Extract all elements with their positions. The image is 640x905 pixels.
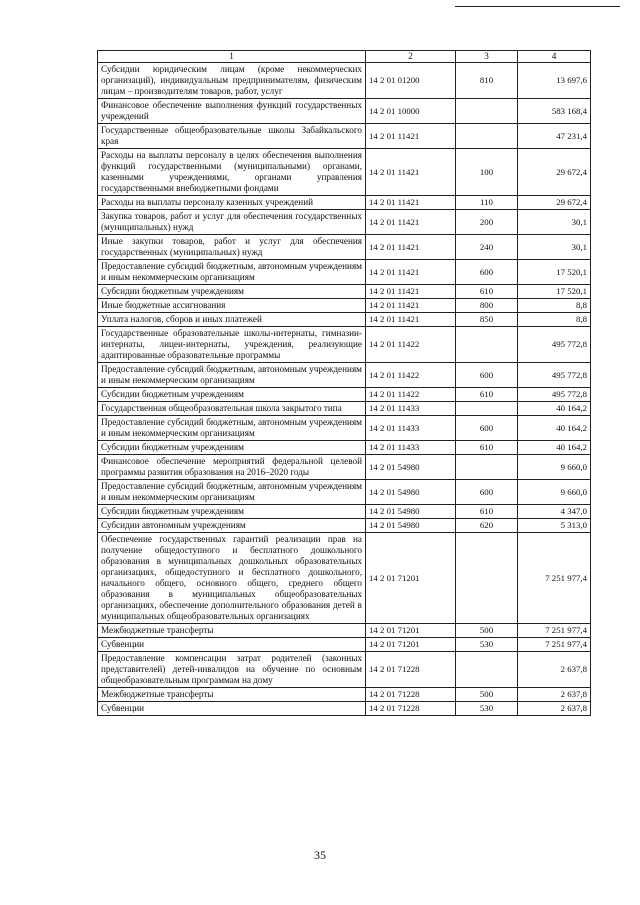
table-row <box>98 388 591 402</box>
table-row <box>98 196 591 210</box>
column-header-4: 4 <box>518 51 591 63</box>
row-name-cell: Уплата налогов, сборов и иных платежей <box>98 313 366 327</box>
row-amount-cell: 495 772,8 <box>518 363 591 388</box>
row-amount-cell: 40 164,2 <box>518 441 591 455</box>
row-name-cell: Межбюджетные трансферты <box>98 624 366 638</box>
table-body <box>98 63 591 716</box>
row-amount-cell: 13 697,6 <box>518 63 591 99</box>
row-code-cell: 14 2 01 11421 <box>366 235 456 260</box>
row-amount-cell: 29 672,4 <box>518 196 591 210</box>
row-code-cell: 14 2 01 11421 <box>366 149 456 196</box>
row-expense-type-cell <box>456 402 518 416</box>
table-row <box>98 638 591 652</box>
row-expense-type-cell: 610 <box>456 388 518 402</box>
row-name-cell: Закупка товаров, работ и услуг для обеспечения государственных (муниципальных) нужд <box>98 210 366 235</box>
row-name-cell: Иные бюджетные ассигнования <box>98 299 366 313</box>
row-name-cell: Субсидии бюджетным учреждениям <box>98 505 366 519</box>
table-row <box>98 327 591 363</box>
row-amount-cell: 30,1 <box>518 210 591 235</box>
table-row <box>98 99 591 124</box>
row-name-cell: Субсидии бюджетным учреждениям <box>98 388 366 402</box>
row-code-cell: 14 2 01 11433 <box>366 402 456 416</box>
row-amount-cell: 30,1 <box>518 235 591 260</box>
row-code-cell: 14 2 01 11421 <box>366 285 456 299</box>
row-expense-type-cell: 530 <box>456 638 518 652</box>
row-name-cell: Государственные образовательные школы-интернаты, гимназии-интернаты, лицеи-интернаты, учреждения, реализующие адаптированные образовательные программы <box>98 327 366 363</box>
row-amount-cell: 9 660,0 <box>518 455 591 480</box>
table-row <box>98 533 591 624</box>
row-expense-type-cell: 850 <box>456 313 518 327</box>
table-row <box>98 63 591 99</box>
row-code-cell: 14 2 01 11422 <box>366 327 456 363</box>
row-amount-cell: 47 231,4 <box>518 124 591 149</box>
row-name-cell: Расходы на выплаты персоналу в целях обеспечения выполнения функций государственными (муниципальными) органами, казенными учреждениями, органами управления государственными внебюджетными фондами <box>98 149 366 196</box>
row-expense-type-cell: 800 <box>456 299 518 313</box>
row-name-cell: Финансовое обеспечение выполнения функций государственных учреждений <box>98 99 366 124</box>
row-expense-type-cell <box>456 99 518 124</box>
table-row <box>98 313 591 327</box>
row-name-cell: Межбюджетные трансферты <box>98 688 366 702</box>
row-code-cell: 14 2 01 11421 <box>366 196 456 210</box>
row-name-cell: Субвенции <box>98 702 366 716</box>
table-row <box>98 363 591 388</box>
row-amount-cell: 5 313,0 <box>518 519 591 533</box>
row-name-cell: Государственная общеобразовательная школа закрытого типа <box>98 402 366 416</box>
row-amount-cell: 7 251 977,4 <box>518 624 591 638</box>
row-code-cell: 14 2 01 01200 <box>366 63 456 99</box>
row-expense-type-cell: 610 <box>456 505 518 519</box>
page-number: 35 <box>314 848 326 862</box>
row-expense-type-cell <box>456 652 518 688</box>
table-row <box>98 441 591 455</box>
row-amount-cell: 2 637,8 <box>518 652 591 688</box>
row-code-cell: 14 2 01 71201 <box>366 533 456 624</box>
row-amount-cell: 8,8 <box>518 313 591 327</box>
row-name-cell: Предоставление субсидий бюджетным, автономным учреждениям и иным некоммерческим организациям <box>98 480 366 505</box>
row-expense-type-cell <box>456 455 518 480</box>
row-code-cell: 14 2 01 11422 <box>366 363 456 388</box>
row-expense-type-cell <box>456 533 518 624</box>
row-code-cell: 14 2 01 11421 <box>366 260 456 285</box>
row-amount-cell: 4 347,0 <box>518 505 591 519</box>
table-row <box>98 402 591 416</box>
row-code-cell: 14 2 01 54980 <box>366 480 456 505</box>
row-expense-type-cell: 100 <box>456 149 518 196</box>
row-name-cell: Субсидии юридическим лицам (кроме некоммерческих организаций), индивидуальным предпринимателям, физическим лицам – производителям товаров, работ, услуг <box>98 63 366 99</box>
row-code-cell: 14 2 01 10000 <box>366 99 456 124</box>
row-name-cell: Финансовое обеспечение мероприятий федеральной целевой программы развития образования на 2016–2020 годы <box>98 455 366 480</box>
row-code-cell: 14 2 01 71201 <box>366 638 456 652</box>
row-expense-type-cell: 240 <box>456 235 518 260</box>
row-code-cell: 14 2 01 11421 <box>366 210 456 235</box>
row-name-cell: Предоставление субсидий бюджетным, автономным учреждениям и иным некоммерческим организациям <box>98 260 366 285</box>
top-rule <box>455 6 620 7</box>
row-expense-type-cell: 500 <box>456 688 518 702</box>
row-expense-type-cell <box>456 327 518 363</box>
row-expense-type-cell: 620 <box>456 519 518 533</box>
table-row <box>98 124 591 149</box>
row-code-cell: 14 2 01 11421 <box>366 124 456 149</box>
row-amount-cell: 9 660,0 <box>518 480 591 505</box>
row-name-cell: Иные закупки товаров, работ и услуг для обеспечения государственных (муниципальных) нужд <box>98 235 366 260</box>
column-header-1: 1 <box>98 51 366 63</box>
table-row <box>98 519 591 533</box>
table-row <box>98 688 591 702</box>
column-header-2: 2 <box>366 51 456 63</box>
budget-table <box>97 50 591 716</box>
row-code-cell: 14 2 01 54980 <box>366 455 456 480</box>
table-row <box>98 505 591 519</box>
row-name-cell: Субсидии бюджетным учреждениям <box>98 285 366 299</box>
column-header-3: 3 <box>456 51 518 63</box>
row-code-cell: 14 2 01 54980 <box>366 519 456 533</box>
row-expense-type-cell: 600 <box>456 416 518 441</box>
row-code-cell: 14 2 01 54980 <box>366 505 456 519</box>
row-name-cell: Субсидии бюджетным учреждениям <box>98 441 366 455</box>
row-amount-cell: 495 772,8 <box>518 327 591 363</box>
row-code-cell: 14 2 01 71228 <box>366 652 456 688</box>
row-expense-type-cell <box>456 124 518 149</box>
row-amount-cell: 583 168,4 <box>518 99 591 124</box>
row-expense-type-cell: 600 <box>456 480 518 505</box>
row-expense-type-cell: 530 <box>456 702 518 716</box>
table-row <box>98 480 591 505</box>
row-amount-cell: 40 164,2 <box>518 416 591 441</box>
row-name-cell: Предоставление субсидий бюджетным, автономным учреждениям и иным некоммерческим организациям <box>98 363 366 388</box>
row-name-cell: Субвенции <box>98 638 366 652</box>
row-amount-cell: 17 520,1 <box>518 260 591 285</box>
table-row <box>98 652 591 688</box>
table-row <box>98 285 591 299</box>
row-amount-cell: 40 164,2 <box>518 402 591 416</box>
row-amount-cell: 495 772,8 <box>518 388 591 402</box>
row-name-cell: Предоставление компенсации затрат родителей (законных представителей) детей-инвалидов на обучение по основным общеобразовательным программам на дому <box>98 652 366 688</box>
row-expense-type-cell: 110 <box>456 196 518 210</box>
row-amount-cell: 29 672,4 <box>518 149 591 196</box>
row-expense-type-cell: 610 <box>456 441 518 455</box>
row-expense-type-cell: 600 <box>456 363 518 388</box>
table-row <box>98 455 591 480</box>
row-amount-cell: 2 637,8 <box>518 688 591 702</box>
row-amount-cell: 8,8 <box>518 299 591 313</box>
row-code-cell: 14 2 01 11433 <box>366 441 456 455</box>
row-expense-type-cell: 500 <box>456 624 518 638</box>
table-row <box>98 624 591 638</box>
table-header-row <box>98 51 591 63</box>
row-expense-type-cell: 200 <box>456 210 518 235</box>
row-expense-type-cell: 610 <box>456 285 518 299</box>
row-amount-cell: 2 637,8 <box>518 702 591 716</box>
row-expense-type-cell: 600 <box>456 260 518 285</box>
row-name-cell: Субсидии автономным учреждениям <box>98 519 366 533</box>
table-row <box>98 235 591 260</box>
table-row <box>98 210 591 235</box>
table-row <box>98 702 591 716</box>
row-amount-cell: 7 251 977,4 <box>518 533 591 624</box>
row-code-cell: 14 2 01 71228 <box>366 688 456 702</box>
row-code-cell: 14 2 01 11433 <box>366 416 456 441</box>
row-amount-cell: 17 520,1 <box>518 285 591 299</box>
row-expense-type-cell: 810 <box>456 63 518 99</box>
row-code-cell: 14 2 01 11422 <box>366 388 456 402</box>
table-row <box>98 299 591 313</box>
row-code-cell: 14 2 01 11421 <box>366 313 456 327</box>
table-row <box>98 149 591 196</box>
row-name-cell: Государственные общеобразовательные школы Забайкальского края <box>98 124 366 149</box>
table-row <box>98 260 591 285</box>
row-amount-cell: 7 251 977,4 <box>518 638 591 652</box>
row-name-cell: Предоставление субсидий бюджетным, автономным учреждениям и иным некоммерческим организациям <box>98 416 366 441</box>
row-code-cell: 14 2 01 71228 <box>366 702 456 716</box>
row-name-cell: Расходы на выплаты персоналу казенных учреждений <box>98 196 366 210</box>
row-code-cell: 14 2 01 71201 <box>366 624 456 638</box>
row-code-cell: 14 2 01 11421 <box>366 299 456 313</box>
table-row <box>98 416 591 441</box>
row-name-cell: Обеспечение государственных гарантий реализации прав на получение общедоступного и бесплатного дошкольного образования в муниципальных дошкольных образовательных организациях, общедоступного и бесплатного дошкольного, начального общего, основного общего, среднего общего образования в муниципальных общеобразовательных организациях, обеспечение дополнительного образования детей в муниципальных общеобразовательных организациях <box>98 533 366 624</box>
